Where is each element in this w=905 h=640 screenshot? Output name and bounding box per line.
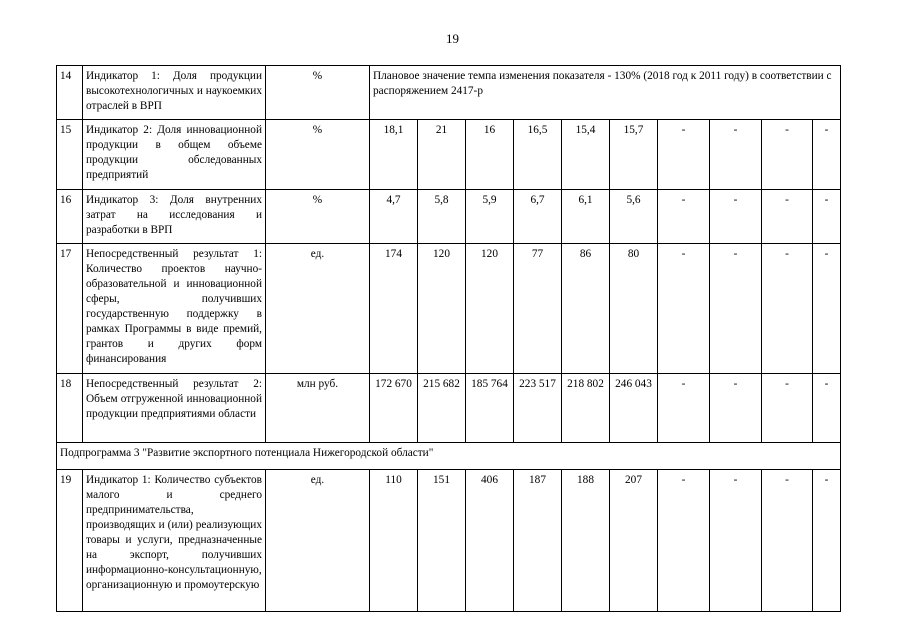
value-cell: 5,6	[610, 190, 658, 244]
row-number: 17	[57, 244, 83, 374]
value-cell: -	[710, 190, 762, 244]
value-cell: -	[762, 374, 813, 443]
table-body	[57, 66, 841, 612]
value-cell: 187	[514, 470, 562, 612]
value-cell: -	[710, 374, 762, 443]
indicators-table	[56, 65, 841, 612]
row-number: 15	[57, 120, 83, 190]
value-cell: 80	[610, 244, 658, 374]
value-cell: 16	[466, 120, 514, 190]
row-number: 16	[57, 190, 83, 244]
value-cell: 120	[418, 244, 466, 374]
table-row	[57, 120, 841, 190]
value-cell: -	[658, 244, 710, 374]
value-cell: -	[813, 374, 841, 443]
section-row	[57, 443, 841, 470]
value-cell: 18,1	[370, 120, 418, 190]
value-cell: 110	[370, 470, 418, 612]
value-cell: 16,5	[514, 120, 562, 190]
value-cell: -	[762, 120, 813, 190]
value-cell: 151	[418, 470, 466, 612]
indicator-name: Индикатор 2: Доля инновационной продукции в общем объеме продукции обследованных предприятий	[83, 120, 266, 190]
value-cell: 77	[514, 244, 562, 374]
value-cell: 4,7	[370, 190, 418, 244]
value-cell: 246 043	[610, 374, 658, 443]
unit-cell: ед.	[266, 244, 370, 374]
value-cell: 406	[466, 470, 514, 612]
value-cell: 5,8	[418, 190, 466, 244]
value-cell: 215 682	[418, 374, 466, 443]
value-cell: 5,9	[466, 190, 514, 244]
table-row	[57, 374, 841, 443]
table-row	[57, 190, 841, 244]
row-number: 19	[57, 470, 83, 612]
value-cell: -	[658, 120, 710, 190]
value-cell: -	[762, 244, 813, 374]
indicator-name: Индикатор 3: Доля внутренних затрат на исследования и разработки в ВРП	[83, 190, 266, 244]
section-title: Подпрограмма 3 "Развитие экспортного потенциала Нижегородской области"	[57, 443, 841, 470]
indicator-name: Индикатор 1: Доля продукции высокотехнологичных и наукоемких отраслей в ВРП	[83, 66, 266, 120]
value-cell: -	[710, 120, 762, 190]
table-row	[57, 470, 841, 612]
table-row	[57, 244, 841, 374]
unit-cell: %	[266, 190, 370, 244]
value-cell: 15,7	[610, 120, 658, 190]
value-cell: 223 517	[514, 374, 562, 443]
indicator-name: Индикатор 1: Количество субъектов малого и среднего предпринимательства, производящих и (или) реализующих товары и услуги, предназначенные на экспорт, получивших информационно-консультационную, организационную и промоутерскую	[83, 470, 266, 612]
value-cell: -	[658, 470, 710, 612]
unit-cell: %	[266, 120, 370, 190]
value-cell: 120	[466, 244, 514, 374]
value-cell: 6,1	[562, 190, 610, 244]
value-cell: -	[658, 190, 710, 244]
unit-cell: ед.	[266, 470, 370, 612]
value-cell: -	[762, 190, 813, 244]
unit-cell: %	[266, 66, 370, 120]
value-cell: 21	[418, 120, 466, 190]
value-cell: -	[813, 120, 841, 190]
value-cell: -	[813, 190, 841, 244]
value-cell: 185 764	[466, 374, 514, 443]
value-cell: 15,4	[562, 120, 610, 190]
page-number: 19	[446, 31, 459, 46]
value-cell: 218 802	[562, 374, 610, 443]
value-cell: 188	[562, 470, 610, 612]
value-cell: -	[813, 244, 841, 374]
value-cell: 207	[610, 470, 658, 612]
value-cell: -	[658, 374, 710, 443]
value-cell: -	[710, 470, 762, 612]
unit-cell: млн руб.	[266, 374, 370, 443]
row-number: 18	[57, 374, 83, 443]
indicator-name: Непосредственный результат 1: Количество проектов научно-образовательной и инновационной сферы, получивших государственную поддержку в рамках Программы в виде премий, грантов и других форм финансирования	[83, 244, 266, 374]
row-number: 14	[57, 66, 83, 120]
value-cell: 6,7	[514, 190, 562, 244]
table-row	[57, 66, 841, 120]
value-cell: 172 670	[370, 374, 418, 443]
value-cell: 86	[562, 244, 610, 374]
value-cell: -	[710, 244, 762, 374]
merged-note-cell: Плановое значение темпа изменения показателя - 130% (2018 год к 2011 году) в соответствии с распоряжением 2417-р	[370, 66, 841, 120]
indicator-name: Непосредственный результат 2: Объем отгруженной инновационной продукции предприятиями области	[83, 374, 266, 443]
value-cell: -	[813, 470, 841, 612]
value-cell: 174	[370, 244, 418, 374]
value-cell: -	[762, 470, 813, 612]
